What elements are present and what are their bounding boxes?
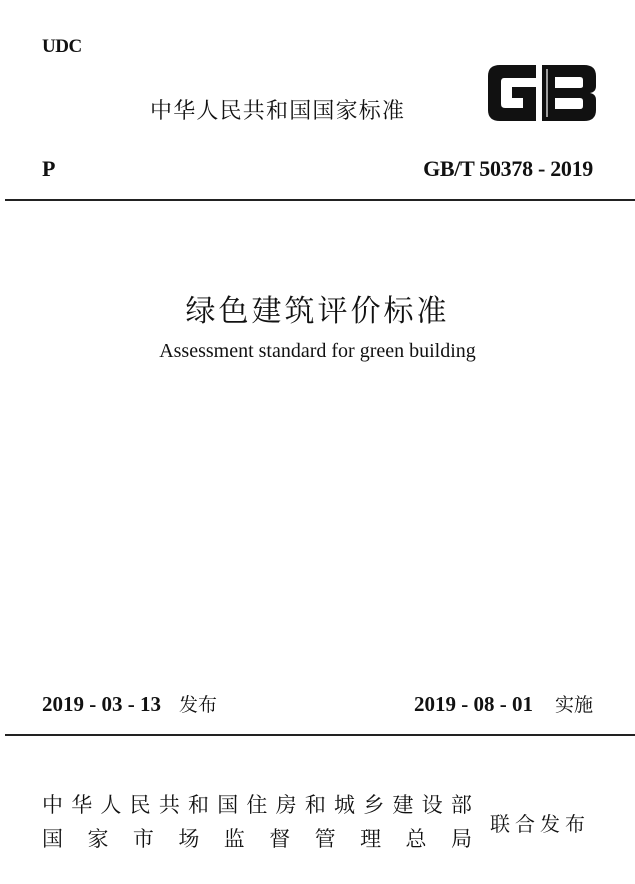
char: 部 [450, 793, 472, 817]
issuer-mohurd [42, 788, 472, 822]
issuers-block [42, 788, 472, 856]
char: 和 [188, 793, 210, 817]
standard-type: 中华人民共和国国家标准 [150, 99, 406, 124]
char: 总 [405, 827, 427, 851]
title-chinese: 绿色建筑评价标准 [185, 294, 450, 329]
issue-label: 发布 [179, 694, 218, 716]
issuer-samr [42, 822, 472, 856]
char: 和 [304, 793, 326, 817]
char: 管 [314, 827, 336, 851]
char: 国 [217, 793, 239, 817]
char: 监 [223, 827, 245, 851]
char: 理 [360, 827, 382, 851]
char: 家 [87, 827, 109, 851]
char: 中 [42, 793, 63, 817]
char: 督 [269, 827, 291, 851]
issue-date-block [42, 690, 217, 717]
issue-date: 2019 - 03 - 13 [42, 692, 161, 716]
char: 建 [392, 793, 414, 817]
char: 房 [275, 793, 297, 817]
divider-top [5, 199, 635, 201]
char: 乡 [363, 793, 385, 817]
divider-bottom [5, 734, 635, 736]
char: 市 [132, 827, 154, 851]
title-english: Assessment standard for green building [159, 340, 476, 362]
char: 住 [246, 793, 268, 817]
joint-issue-label: 联合发布 [490, 812, 590, 836]
char: 人 [100, 793, 122, 817]
char: 华 [71, 793, 93, 817]
classification-code: P [42, 156, 56, 181]
gb-logo-icon [484, 62, 600, 124]
char: 局 [450, 827, 472, 851]
char: 城 [334, 793, 356, 817]
implementation-date: 2019 - 08 - 01 [413, 692, 533, 716]
char: 共 [158, 793, 180, 817]
standard-number: GB/T 50378 - 2019 [423, 156, 593, 181]
implementation-label: 实施 [554, 694, 593, 716]
char: 国 [42, 827, 63, 851]
char: 场 [178, 827, 200, 851]
char: 设 [421, 793, 443, 817]
char: 民 [129, 793, 151, 817]
udc-label: UDC [42, 36, 82, 57]
implementation-date-block [414, 690, 593, 717]
